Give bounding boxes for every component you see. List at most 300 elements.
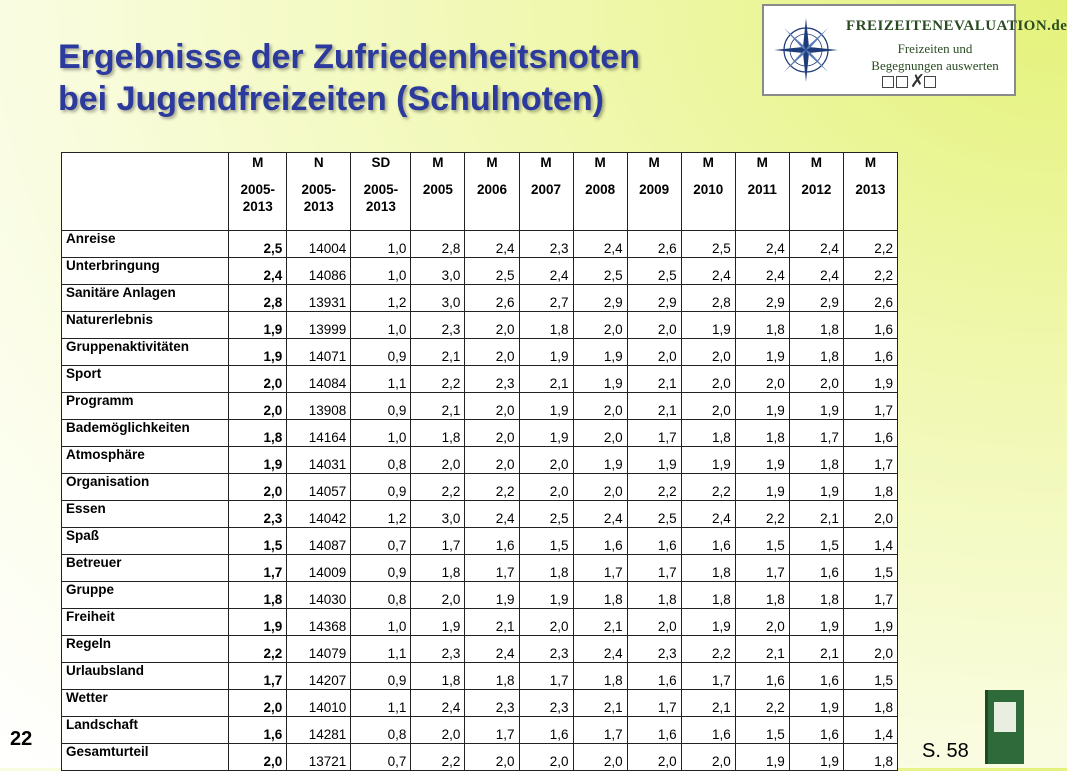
table-cell: 2,8 <box>229 285 287 312</box>
table-cell: 2,0 <box>681 744 735 771</box>
table-cell: 2,4 <box>465 231 519 258</box>
table-cell: 1,8 <box>789 339 843 366</box>
table-cell: 1,6 <box>627 717 681 744</box>
table-cell: 2,5 <box>681 231 735 258</box>
table-cell: 2,0 <box>735 609 789 636</box>
column-header-measure: N <box>313 155 324 170</box>
table-cell: 2,5 <box>519 501 573 528</box>
table-cell: 1,7 <box>843 393 897 420</box>
freizeitenevaluation-logo <box>762 4 1067 96</box>
table-row <box>62 528 898 555</box>
table-cell: 1,8 <box>789 582 843 609</box>
table-cell: 14084 <box>287 366 351 393</box>
table-cell: 1,0 <box>351 609 411 636</box>
column-header-measure: M <box>486 155 498 170</box>
table-cell: 1,0 <box>351 258 411 285</box>
table-cell: 2,0 <box>519 447 573 474</box>
table-cell: 1,6 <box>735 663 789 690</box>
table-cell: 2,9 <box>735 285 789 312</box>
table-header-row <box>62 153 898 231</box>
table-cell: 2,4 <box>465 636 519 663</box>
table-row <box>62 690 898 717</box>
column-header-period: 2010 <box>693 182 724 197</box>
table-cell: 1,8 <box>411 420 465 447</box>
logo-tagline-2: Begegnungen auswerten <box>871 58 999 73</box>
table-cell: 1,9 <box>519 420 573 447</box>
table-cell: 1,8 <box>681 555 735 582</box>
table-cell: 1,7 <box>573 717 627 744</box>
table-cell: 1,8 <box>229 420 287 447</box>
column-header-measure: M <box>252 155 264 170</box>
table-row <box>62 744 898 771</box>
table-cell: 1,6 <box>573 528 627 555</box>
table-cell: 1,9 <box>627 447 681 474</box>
table-cell: 2,9 <box>573 285 627 312</box>
table-cell: 1,9 <box>735 393 789 420</box>
column-header-period: 2005-2013 <box>240 182 275 214</box>
table-cell: 3,0 <box>411 501 465 528</box>
table-cell: 2,2 <box>735 690 789 717</box>
row-label: Bademöglichkeiten <box>62 420 229 447</box>
row-label: Organisation <box>62 474 229 501</box>
table-cell: 2,0 <box>573 420 627 447</box>
table-cell: 1,8 <box>411 555 465 582</box>
table-cell: 1,9 <box>735 474 789 501</box>
row-label: Wetter <box>62 690 229 717</box>
table-cell: 2,0 <box>411 582 465 609</box>
table-cell: 2,0 <box>627 339 681 366</box>
table-cell: 2,3 <box>519 690 573 717</box>
row-label: Naturerlebnis <box>62 312 229 339</box>
row-label: Gruppenaktivitäten <box>62 339 229 366</box>
table-cell: 2,0 <box>229 393 287 420</box>
table-cell: 14071 <box>287 339 351 366</box>
table-cell: 2,7 <box>519 285 573 312</box>
cross-mark-icon: ✗ <box>910 71 926 91</box>
row-label: Anreise <box>62 231 229 258</box>
row-label: Sanitäre Anlagen <box>62 285 229 312</box>
logo-name: FREIZEITENEVALUATION.de <box>846 18 1067 34</box>
table-cell: 1,4 <box>843 528 897 555</box>
column-header-period: 2007 <box>531 182 562 197</box>
table-cell: 1,9 <box>789 609 843 636</box>
table-cell: 2,0 <box>681 366 735 393</box>
table-cell: 2,1 <box>411 393 465 420</box>
table-cell: 1,6 <box>789 717 843 744</box>
table-cell: 2,3 <box>229 501 287 528</box>
table-cell: 1,8 <box>735 312 789 339</box>
table-cell: 2,3 <box>519 231 573 258</box>
table-cell: 1,9 <box>735 744 789 771</box>
table-cell: 1,7 <box>843 447 897 474</box>
table-cell: 1,6 <box>519 717 573 744</box>
row-label: Atmosphäre <box>62 447 229 474</box>
table-cell: 2,4 <box>573 636 627 663</box>
table-cell: 14031 <box>287 447 351 474</box>
table-cell: 1,2 <box>351 501 411 528</box>
table-cell: 1,6 <box>789 663 843 690</box>
table-cell: 1,5 <box>843 555 897 582</box>
table-cell: 2,1 <box>519 366 573 393</box>
row-label: Spaß <box>62 528 229 555</box>
table-cell: 2,5 <box>627 501 681 528</box>
table-cell: 1,5 <box>789 528 843 555</box>
table-cell: 1,7 <box>681 663 735 690</box>
table-cell: 1,6 <box>843 312 897 339</box>
table-cell: 2,1 <box>789 501 843 528</box>
table-cell: 1,9 <box>229 339 287 366</box>
table-row <box>62 663 898 690</box>
slide-number: 22 <box>10 728 33 750</box>
table-cell: 2,0 <box>465 393 519 420</box>
table-cell: 2,6 <box>465 285 519 312</box>
table-cell: 1,8 <box>735 582 789 609</box>
column-header-period: 2008 <box>585 182 616 197</box>
table-cell: 2,2 <box>681 636 735 663</box>
column-header <box>351 153 411 231</box>
table-cell: 1,8 <box>843 690 897 717</box>
table-cell: 2,2 <box>627 474 681 501</box>
table-cell: 1,9 <box>681 609 735 636</box>
table-cell: 1,9 <box>789 474 843 501</box>
table-row <box>62 393 898 420</box>
column-header-period: 2005 <box>422 182 453 197</box>
table-cell: 2,0 <box>681 339 735 366</box>
table-cell: 0,9 <box>351 339 411 366</box>
table-cell: 2,0 <box>789 366 843 393</box>
table-cell: 2,0 <box>519 609 573 636</box>
column-header-measure: SD <box>371 155 391 170</box>
column-header-period: 2005-2013 <box>363 182 399 214</box>
table-row <box>62 231 898 258</box>
column-header-period: 2011 <box>747 182 777 197</box>
table-cell: 2,0 <box>627 744 681 771</box>
column-header <box>573 153 627 231</box>
table-cell: 1,6 <box>681 717 735 744</box>
column-header <box>735 153 789 231</box>
column-header <box>789 153 843 231</box>
table-cell: 1,6 <box>789 555 843 582</box>
table-cell: 2,1 <box>465 609 519 636</box>
table-cell: 2,2 <box>411 366 465 393</box>
table-cell: 1,6 <box>627 528 681 555</box>
table-cell: 1,8 <box>229 582 287 609</box>
table-cell: 1,6 <box>465 528 519 555</box>
table-cell: 2,0 <box>411 447 465 474</box>
table-cell: 2,4 <box>573 501 627 528</box>
table-cell: 1,0 <box>351 420 411 447</box>
table-cell: 2,0 <box>411 717 465 744</box>
table-cell: 1,9 <box>519 339 573 366</box>
table-cell: 0,9 <box>351 474 411 501</box>
table-cell: 1,4 <box>843 717 897 744</box>
table-cell: 0,8 <box>351 447 411 474</box>
table-row <box>62 582 898 609</box>
checkbox-icon <box>882 76 894 88</box>
table-cell: 1,7 <box>411 528 465 555</box>
table-cell: 1,9 <box>465 582 519 609</box>
table-row <box>62 636 898 663</box>
column-header-measure: M <box>810 155 822 170</box>
table-cell: 2,5 <box>627 258 681 285</box>
column-header <box>519 153 573 231</box>
table-cell: 1,8 <box>465 663 519 690</box>
table-cell: 1,8 <box>573 663 627 690</box>
table-cell: 2,2 <box>229 636 287 663</box>
column-header-period: 2013 <box>855 182 886 197</box>
table-cell: 1,9 <box>789 744 843 771</box>
table-cell: 1,5 <box>519 528 573 555</box>
table-cell: 2,0 <box>735 366 789 393</box>
table-cell: 3,0 <box>411 258 465 285</box>
table-cell: 2,2 <box>465 474 519 501</box>
table-cell: 13999 <box>287 312 351 339</box>
column-header <box>287 153 351 231</box>
table-cell: 1,9 <box>573 339 627 366</box>
table-cell: 1,2 <box>351 285 411 312</box>
slide-title <box>58 36 640 120</box>
table-cell: 0,7 <box>351 528 411 555</box>
table-cell: 2,8 <box>411 231 465 258</box>
table-cell: 1,9 <box>229 447 287 474</box>
table-cell: 2,2 <box>843 231 897 258</box>
table-cell: 1,6 <box>229 717 287 744</box>
table-cell: 14042 <box>287 501 351 528</box>
table-cell: 1,9 <box>411 609 465 636</box>
table-cell: 1,8 <box>789 312 843 339</box>
table-cell: 2,8 <box>681 285 735 312</box>
table-cell: 1,7 <box>229 663 287 690</box>
table-cell: 2,0 <box>465 312 519 339</box>
table-cell: 2,0 <box>229 474 287 501</box>
table-cell: 1,8 <box>627 582 681 609</box>
table-cell: 2,0 <box>519 744 573 771</box>
table-cell: 14079 <box>287 636 351 663</box>
table-cell: 2,0 <box>465 744 519 771</box>
column-header-period: 2005-2013 <box>301 182 337 214</box>
table-cell: 2,4 <box>789 258 843 285</box>
table-cell: 2,1 <box>735 636 789 663</box>
table-cell: 1,9 <box>573 447 627 474</box>
column-header-measure: M <box>540 155 552 170</box>
table-cell: 2,0 <box>519 474 573 501</box>
table-cell: 1,5 <box>735 528 789 555</box>
table-cell: 2,0 <box>843 636 897 663</box>
table-cell: 1,9 <box>681 312 735 339</box>
row-label: Betreuer <box>62 555 229 582</box>
table-cell: 1,8 <box>843 474 897 501</box>
table-cell: 2,0 <box>465 447 519 474</box>
table-cell: 2,1 <box>789 636 843 663</box>
column-header-measure: M <box>594 155 606 170</box>
table-cell: 1,9 <box>789 690 843 717</box>
table-cell: 2,4 <box>681 501 735 528</box>
table-cell: 2,5 <box>573 258 627 285</box>
table-cell: 1,7 <box>465 717 519 744</box>
table-cell: 3,0 <box>411 285 465 312</box>
table-cell: 1,0 <box>351 312 411 339</box>
table-cell: 1,8 <box>789 447 843 474</box>
table-cell: 2,6 <box>843 285 897 312</box>
table-cell: 14087 <box>287 528 351 555</box>
row-label: Landschaft <box>62 717 229 744</box>
table-cell: 1,9 <box>229 609 287 636</box>
table-cell: 1,9 <box>735 339 789 366</box>
table-cell: 1,1 <box>351 366 411 393</box>
table-cell: 1,0 <box>351 231 411 258</box>
table-cell: 2,0 <box>627 312 681 339</box>
table-cell: 2,0 <box>465 339 519 366</box>
table-cell: 2,0 <box>843 501 897 528</box>
table-cell: 2,4 <box>789 231 843 258</box>
table-cell: 1,7 <box>573 555 627 582</box>
table-cell: 0,9 <box>351 663 411 690</box>
table-cell: 2,0 <box>627 609 681 636</box>
row-label: Essen <box>62 501 229 528</box>
table-cell: 1,6 <box>843 420 897 447</box>
table-cell: 1,9 <box>843 609 897 636</box>
table-cell: 1,8 <box>681 420 735 447</box>
row-label: Gruppe <box>62 582 229 609</box>
table-cell: 1,8 <box>681 582 735 609</box>
table-cell: 14030 <box>287 582 351 609</box>
table-row <box>62 420 898 447</box>
table-cell: 1,1 <box>351 690 411 717</box>
column-header <box>465 153 519 231</box>
table-cell: 2,2 <box>411 474 465 501</box>
table-cell: 2,1 <box>681 690 735 717</box>
table-cell: 1,7 <box>519 663 573 690</box>
table-cell: 2,2 <box>681 474 735 501</box>
table-cell: 2,2 <box>843 258 897 285</box>
table-cell: 1,7 <box>627 420 681 447</box>
table-cell: 1,9 <box>681 447 735 474</box>
table-cell: 2,3 <box>519 636 573 663</box>
table-row <box>62 501 898 528</box>
table-cell: 1,1 <box>351 636 411 663</box>
row-label: Sport <box>62 366 229 393</box>
table-cell: 1,9 <box>735 447 789 474</box>
table-cell: 2,0 <box>681 393 735 420</box>
table-cell: 2,3 <box>465 366 519 393</box>
table-row <box>62 339 898 366</box>
table-cell: 2,5 <box>465 258 519 285</box>
table-cell: 13908 <box>287 393 351 420</box>
column-header-period: 2006 <box>476 182 507 197</box>
checkbox-icon <box>924 76 936 88</box>
column-header <box>843 153 897 231</box>
table-row <box>62 258 898 285</box>
table-cell: 1,7 <box>627 555 681 582</box>
table-cell: 0,8 <box>351 582 411 609</box>
table-cell: 1,9 <box>789 393 843 420</box>
column-header <box>681 153 735 231</box>
table-row <box>62 474 898 501</box>
compass-rose-icon <box>770 14 842 86</box>
column-header-measure: M <box>432 155 444 170</box>
table-cell: 2,4 <box>573 231 627 258</box>
table-cell: 1,6 <box>627 663 681 690</box>
row-label: Gesamturteil <box>62 744 229 771</box>
table-cell: 1,9 <box>519 582 573 609</box>
table-cell: 1,8 <box>519 555 573 582</box>
row-label: Programm <box>62 393 229 420</box>
table-cell: 13931 <box>287 285 351 312</box>
table-cell: 0,9 <box>351 555 411 582</box>
table-cell: 1,7 <box>735 555 789 582</box>
column-header-measure: M <box>702 155 714 170</box>
table-row <box>62 312 898 339</box>
table-cell: 1,5 <box>843 663 897 690</box>
table-cell: 2,0 <box>573 744 627 771</box>
table-cell: 2,4 <box>519 258 573 285</box>
table-cell: 1,5 <box>229 528 287 555</box>
table-cell: 2,0 <box>573 474 627 501</box>
table-cell: 2,5 <box>229 231 287 258</box>
table-cell: 2,0 <box>573 393 627 420</box>
table-cell: 2,2 <box>411 744 465 771</box>
table-cell: 2,9 <box>789 285 843 312</box>
table-cell: 2,3 <box>411 312 465 339</box>
table-cell: 1,8 <box>735 420 789 447</box>
column-header-period: 2009 <box>639 182 670 197</box>
table-cell: 2,3 <box>627 636 681 663</box>
title-line-2: bei Jugendfreizeiten (Schulnoten) <box>58 80 604 118</box>
table-cell: 2,0 <box>229 690 287 717</box>
table-cell: 1,7 <box>229 555 287 582</box>
table-cell: 2,6 <box>627 231 681 258</box>
table-cell: 2,2 <box>735 501 789 528</box>
table-cell: 1,9 <box>519 393 573 420</box>
table-cell: 1,7 <box>465 555 519 582</box>
table-cell: 14086 <box>287 258 351 285</box>
table-cell: 2,1 <box>411 339 465 366</box>
table-cell: 14164 <box>287 420 351 447</box>
column-header <box>229 153 287 231</box>
column-header <box>627 153 681 231</box>
table-cell: 2,4 <box>229 258 287 285</box>
table-cell: 0,9 <box>351 393 411 420</box>
table-cell: 2,1 <box>627 366 681 393</box>
column-header-period: 2012 <box>801 182 832 197</box>
satisfaction-grades-table <box>61 152 898 771</box>
table-row <box>62 717 898 744</box>
table-cell: 0,7 <box>351 744 411 771</box>
source-page-reference: S. 58 <box>922 740 969 762</box>
table-cell: 1,7 <box>843 582 897 609</box>
table-cell: 2,3 <box>465 690 519 717</box>
table-cell: 2,3 <box>411 636 465 663</box>
table-row <box>62 609 898 636</box>
table-cell: 14004 <box>287 231 351 258</box>
column-header-measure: M <box>864 155 877 170</box>
table-cell: 2,0 <box>465 420 519 447</box>
row-label: Unterbringung <box>62 258 229 285</box>
table-cell: 1,9 <box>573 366 627 393</box>
row-label: Urlaubsland <box>62 663 229 690</box>
table-cell: 1,7 <box>789 420 843 447</box>
table-cell: 2,1 <box>627 393 681 420</box>
logo-tagline-1: Freizeiten und <box>897 41 973 56</box>
table-cell: 1,6 <box>843 339 897 366</box>
table-cell: 2,4 <box>735 231 789 258</box>
corner-cell <box>62 153 229 231</box>
table-cell: 2,0 <box>573 312 627 339</box>
table-cell: 1,5 <box>735 717 789 744</box>
table-cell: 1,8 <box>411 663 465 690</box>
table-cell: 14057 <box>287 474 351 501</box>
table-cell: 1,7 <box>627 690 681 717</box>
